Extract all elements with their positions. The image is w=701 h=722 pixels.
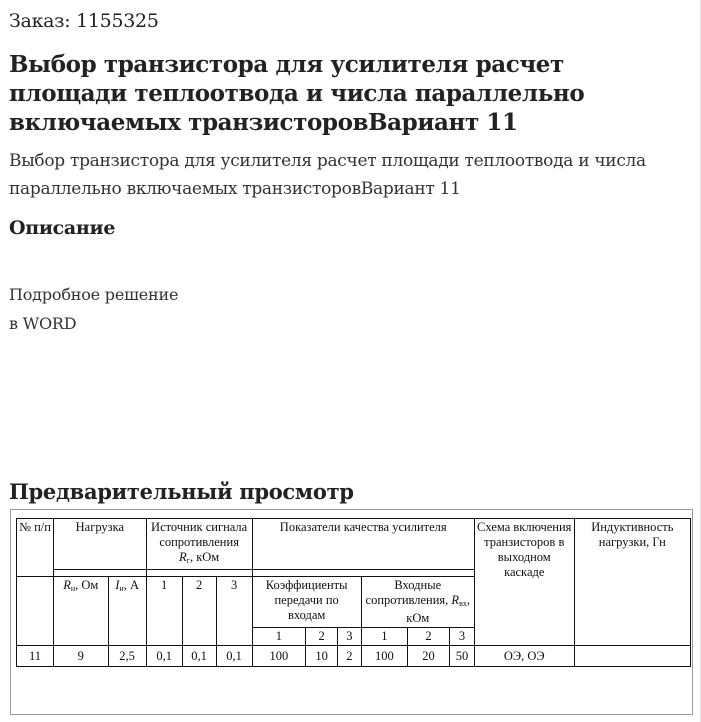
- header-source-2: 2: [182, 577, 216, 646]
- cell-source-2: 0,1: [182, 646, 216, 667]
- header-gain: Коэффициенты передачи по входам: [252, 577, 361, 628]
- table-row: [17, 646, 691, 667]
- header-gain-3: 3: [338, 628, 362, 646]
- table-header-row-1: [17, 519, 691, 570]
- preview-heading: Предварительный просмотр: [9, 479, 354, 504]
- spec-table: [16, 518, 691, 667]
- header-num: № п/п: [17, 519, 54, 577]
- cell-gain-1: 100: [252, 646, 306, 667]
- order-number: [9, 10, 159, 32]
- header-input-3: 3: [450, 628, 475, 646]
- header-source-1: 1: [146, 577, 182, 646]
- header-input: Входные сопротивления, $R_{вх}$, кОм: [361, 577, 474, 628]
- cell-input-3: 50: [450, 646, 475, 667]
- header-in: $I_н$, А: [108, 577, 146, 646]
- description-heading: Описание: [9, 217, 116, 239]
- cell-gain-2: 10: [306, 646, 338, 667]
- cell-input-1: 100: [361, 646, 407, 667]
- cell-in: 2,5: [108, 646, 146, 667]
- preview-image: [10, 509, 693, 715]
- header-rn: $R_н$, Ом: [54, 577, 109, 646]
- page-title: Выбор транзистора для усилителя расчет площади теплоотвода и числа параллельно включаемых транзисторовВариант 11: [9, 51, 585, 136]
- cell-scheme: ОЭ, ОЭ: [474, 646, 574, 667]
- header-quality: Показатели качества усилителя: [252, 519, 474, 570]
- header-gain-2: 2: [306, 628, 338, 646]
- header-num-cont: [17, 577, 54, 646]
- cell-input-2: 20: [407, 646, 449, 667]
- header-inductance: Индуктивность нагрузки, Гн: [574, 519, 690, 646]
- header-source: Источник сигнала сопротивления $R_г$, кОм: [146, 519, 252, 570]
- order-label: Заказ:: [9, 10, 71, 32]
- header-scheme: Схема включения транзисторов в выходном каскаде: [474, 519, 574, 646]
- description-line-2: в WORD: [9, 314, 77, 333]
- cell-num: 11: [17, 646, 54, 667]
- description-body: [9, 280, 178, 338]
- header-load: Нагрузка: [54, 519, 147, 570]
- order-value: 1155325: [76, 10, 159, 32]
- cell-gain-3: 2: [338, 646, 362, 667]
- cell-source-1: 0,1: [146, 646, 182, 667]
- page-subtitle: Выбор транзистора для усилителя расчет площади теплоотвода и числа параллельно включаемых транзисторовВариант 11: [9, 151, 646, 199]
- cell-rn: 9: [54, 646, 109, 667]
- header-input-2: 2: [407, 628, 449, 646]
- cell-source-3: 0,1: [216, 646, 252, 667]
- description-line-1: Подробное решение: [9, 285, 179, 304]
- header-source-3: 3: [216, 577, 252, 646]
- header-input-1: 1: [361, 628, 407, 646]
- cell-inductance: [574, 646, 690, 667]
- header-gain-1: 1: [252, 628, 306, 646]
